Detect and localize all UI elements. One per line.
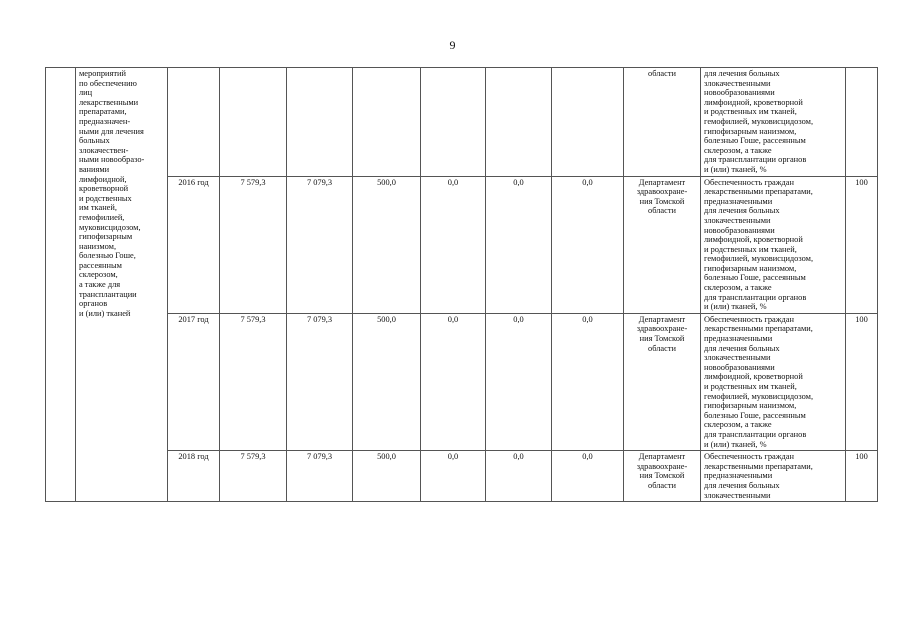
number-cell xyxy=(46,68,76,502)
value-cell: 100 xyxy=(846,313,878,450)
value-cell: 100 xyxy=(846,451,878,502)
regional-cell: 500,0 xyxy=(353,176,421,313)
executor-cell: Департамент здравоохране- ния Томской области xyxy=(624,176,701,313)
other-cell: 0,0 xyxy=(552,313,624,450)
indicator-cell: Обеспеченность граждан лекарственными препаратами, предназначенными для лечения больных злокачественными xyxy=(701,451,846,502)
page-number: 9 xyxy=(449,38,456,52)
activity-name-cell: мероприятий по обеспечению лиц лекарственными препаратами, предназначен- ными для лечения больных злокачествен- ными новообразо- ваниями лимфоидной, кроветворной и родственных им тканей, гемофилией, муковисцидозом, гипофизарным нанизмом, болезнью Гоше, рассеянным склерозом, а также для трансплантации органов и (или) тканей xyxy=(76,68,168,502)
table-row xyxy=(46,451,878,502)
executor-cell: Департамент здравоохране- ния Томской области xyxy=(624,313,701,450)
federal-cell: 7 079,3 xyxy=(287,451,353,502)
other-cell: 0,0 xyxy=(552,451,624,502)
regional-cell: 500,0 xyxy=(353,313,421,450)
total-cell: 7 579,3 xyxy=(220,451,287,502)
year-cell xyxy=(168,68,220,177)
extra-cell: 0,0 xyxy=(486,313,552,450)
executor-cell: области xyxy=(624,68,701,177)
indicator-cell: Обеспеченность граждан лекарственными препаратами, предназначенными для лечения больных злокачественными новообразованиями лимфоидной, кроветворной и родственных им тканей, гемофилией, муковисцидозом, гипофизарным нанизмом, болезнью Гоше, рассеянным склерозом, а также для трансплантации органов и (или) тканей, % xyxy=(701,176,846,313)
extra-cell xyxy=(486,68,552,177)
extra-cell: 0,0 xyxy=(486,176,552,313)
indicator-cell: Обеспеченность граждан лекарственными препаратами, предназначенными для лечения больных злокачественными новообразованиями лимфоидной, кроветворной и родственных им тканей, гемофилией, муковисцидозом, гипофизарным нанизмом, болезнью Гоше, рассеянным склерозом, а также для трансплантации органов и (или) тканей, % xyxy=(701,313,846,450)
program-table xyxy=(45,67,878,502)
table-row xyxy=(46,313,878,450)
federal-cell: 7 079,3 xyxy=(287,313,353,450)
year-cell: 2016 год xyxy=(168,176,220,313)
local-cell: 0,0 xyxy=(421,451,486,502)
table-row xyxy=(46,176,878,313)
value-cell xyxy=(846,68,878,177)
federal-cell: 7 079,3 xyxy=(287,176,353,313)
other-cell: 0,0 xyxy=(552,176,624,313)
regional-cell: 500,0 xyxy=(353,451,421,502)
other-cell xyxy=(552,68,624,177)
extra-cell: 0,0 xyxy=(486,451,552,502)
total-cell: 7 579,3 xyxy=(220,176,287,313)
regional-cell xyxy=(353,68,421,177)
total-cell: 7 579,3 xyxy=(220,313,287,450)
local-cell xyxy=(421,68,486,177)
total-cell xyxy=(220,68,287,177)
executor-cell: Департамент здравоохране- ния Томской области xyxy=(624,451,701,502)
year-cell: 2018 год xyxy=(168,451,220,502)
table-row-continuation xyxy=(46,68,878,177)
local-cell: 0,0 xyxy=(421,313,486,450)
local-cell: 0,0 xyxy=(421,176,486,313)
year-cell: 2017 год xyxy=(168,313,220,450)
value-cell: 100 xyxy=(846,176,878,313)
indicator-cell: для лечения больных злокачественными новообразованиями лимфоидной, кроветворной и родственных им тканей, гемофилией, муковисцидозом, гипофизарным нанизмом, болезнью Гоше, рассеянным склерозом, а также для трансплантации органов и (или) тканей, % xyxy=(701,68,846,177)
federal-cell xyxy=(287,68,353,177)
